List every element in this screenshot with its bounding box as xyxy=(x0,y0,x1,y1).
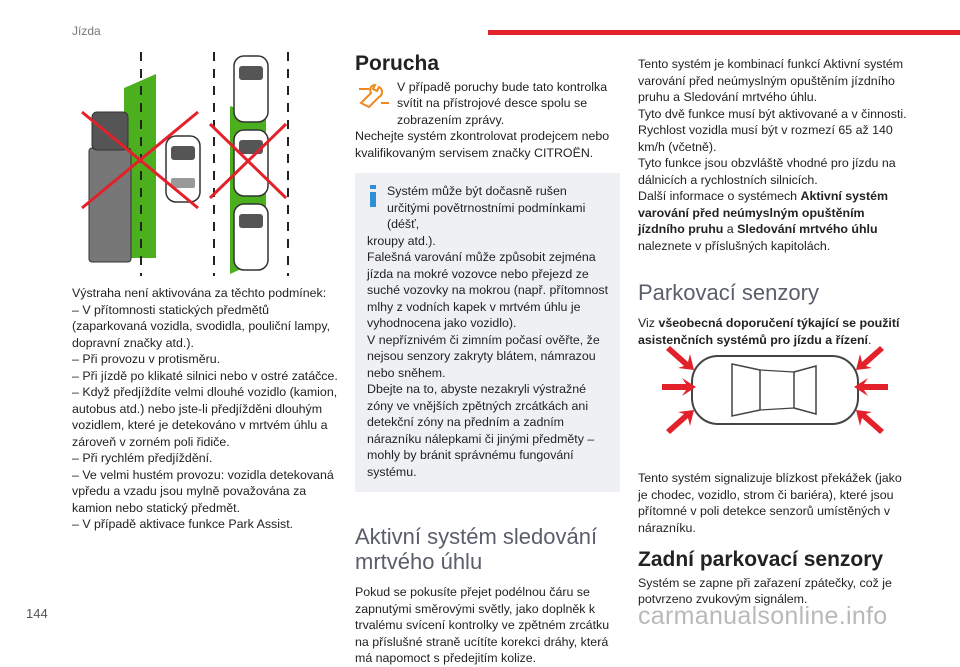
failure-title: Porucha xyxy=(355,52,440,75)
header-accent-bar xyxy=(488,30,960,35)
car-icon xyxy=(166,136,200,202)
more-bold-1: Aktivní systém varování před neúmyslným opuštěním jízdního pruhu xyxy=(638,189,888,236)
more-info-text xyxy=(638,188,913,254)
parking-sensors-title: Parkovací senzory xyxy=(638,280,819,305)
failure-row xyxy=(355,79,620,129)
info-box xyxy=(355,173,620,492)
column-right xyxy=(638,56,913,608)
car-icon xyxy=(234,204,268,270)
info-icon xyxy=(367,185,379,207)
combo-text: Tento systém je kombinací funkcí Aktivní systém varování před neúmyslným opuštěním jízdního pruhu a Sledování mrtvého úhlu. Tyto dvě funkce musí být aktivované a v činnosti. Rychlost vozidla musí být v rozmezí 65 až 140 km/h (včetně). Tyto funkce jsou obzvláště vhodné pro jízdu na dálnicích a rychlostních silnicích. xyxy=(638,57,907,187)
blind-spot-text: Pokud se pokusíte přejet podélnou čáru se zapnutými směrovými světly, jako doplněk k trvalému svícení kontrolky ve zpětném zrcátku na příslušné straně ucítíte korekci dráhy, která má napomoct s předejitím kolize. xyxy=(355,585,610,665)
failure-text-2: Nechejte systém zkontrolovat prodejcem nebo kvalifikovaným servisem značky CITROËN. xyxy=(355,129,610,160)
parking-ref-prefix: Viz xyxy=(638,316,659,330)
parking-text: Tento systém signalizuje blízkost překážek (jako je chodec, vozidlo, strom či bariéra), které jsou přítomné v poli detekce senzorů umístěných v nárazníku. xyxy=(638,471,902,535)
more-suffix: naleznete v příslušných kapitolách. xyxy=(638,238,831,253)
info-text: kroupy atd.). Falešná varování může způsobit zejména jízda na mokré vozovce nebo přejezd ze suché vozovky na mokrou (např. přítomnost mlhy z vodních kapek v mrtvém úhlu je vyhodnocena jako vozidlo). V nepříznivém či zimním počasí ověřte, že nejsou senzory zakryty blátem, námrazou nebo sněhem. Dbejte na to, abyste nezakryli výstražné zóny ve vnějších zpětných zrcátkách ani detekční zóny na předním a zadním nárazníku nálepkami či jinými předměty – mohly by bránit správnému fungování systému. xyxy=(367,233,609,479)
blind-spot-title: Aktivní systém sledování mrtvého úhlu xyxy=(355,524,598,574)
info-text-first: Systém může být dočasně rušen určitými povětrnostními podmínkami (déšť, xyxy=(387,184,586,231)
rear-sensors-title: Zadní parkovací senzory xyxy=(638,548,884,571)
warning-lamp-icon xyxy=(355,81,391,109)
section-label: Jízda xyxy=(72,24,101,38)
watermark: carmanualsonline.info xyxy=(638,602,888,630)
conditions-intro: Výstraha není aktivována za těchto podmínek: xyxy=(72,286,327,300)
blind-spot-section xyxy=(355,524,620,667)
parking-ref-bold: všeobecná doporučení týkající se použití asistenčních systémů pro jízdu a řízení xyxy=(638,316,900,347)
more-prefix: Další informace o systémech xyxy=(638,189,801,203)
more-mid: a xyxy=(723,222,738,236)
failure-text: V případě poruchy bude tato kontrolka svítit na přístrojové desce spolu se zobrazením zprávy. xyxy=(397,79,608,127)
column-left xyxy=(72,285,344,533)
rear-sensors-text: Systém se zapne při zařazení zpátečky, což je potvrzeno zvukovým signálem. xyxy=(638,575,892,606)
parking-sensors-diagram xyxy=(640,336,910,442)
car-icon xyxy=(234,56,268,122)
car-top-view-icon xyxy=(692,356,858,424)
page-number: 144 xyxy=(26,606,48,621)
column-middle xyxy=(355,52,620,667)
conditions-list: – V přítomnosti statických předmětů (zaparkovaná vozidla, svodidla, pouliční lampy, dopravní značky atd.). – Při provozu v protisměru. – Při jízdě po klikaté silnici nebo v ostré zatáčce. – Když předjíždíte velmi dlouhé vozidlo (kamion, autobus atd.) nebo jste-li předjížděni dlouhým vozidlem, které je detekováno v mrtvém úhlu a zároveň v zorném poli řidiče. – Při rychlém předjíždění. – Ve velmi hustém provozu: vozidla detekovaná vpředu a vzadu jsou mylně považována za kamion nebo statický předmět. – V případě aktivace funkce Park Assist. xyxy=(72,302,338,531)
blind-spot-diagram xyxy=(72,48,344,280)
parking-ref-suffix: . xyxy=(867,332,872,347)
more-bold-2: Sledování mrtvého úhlu xyxy=(737,222,878,236)
